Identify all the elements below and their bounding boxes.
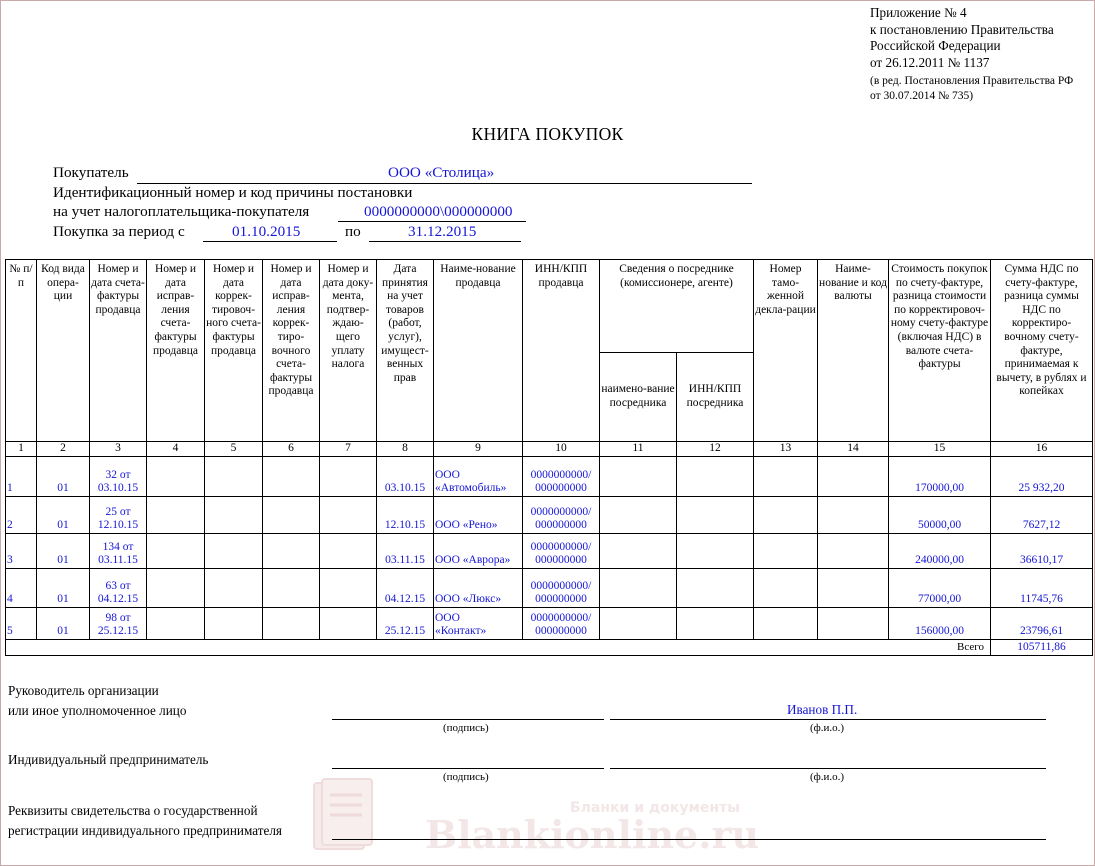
operation-code: 01 xyxy=(37,569,90,608)
empty-cell xyxy=(263,534,320,569)
seller-inn-line: 000000000 xyxy=(535,625,587,638)
header-cell: Номер тамо-женной декла-рации xyxy=(754,260,818,442)
empty-cell xyxy=(205,534,263,569)
header-cell: ИНН/КПП продавца xyxy=(523,260,600,442)
invoice-number: 134 от xyxy=(102,540,134,553)
appendix-line: от 26.12.2011 № 1137 xyxy=(870,54,990,70)
empty-cell xyxy=(677,457,754,497)
appendix-line: Российской Федерации xyxy=(870,38,1001,53)
empty-cell xyxy=(818,457,889,497)
buyer-value[interactable]: ООО «Столица» xyxy=(388,164,495,181)
empty-cell xyxy=(677,608,754,640)
purchase-cost: 50000,00 xyxy=(889,497,991,534)
header-cell: наимено-вание посредника xyxy=(600,353,677,442)
operation-code: 01 xyxy=(37,457,90,497)
column-number: 11 xyxy=(600,442,677,457)
empty-cell xyxy=(205,569,263,608)
column-number: 9 xyxy=(434,442,523,457)
head-name-value[interactable]: Иванов П.П. xyxy=(787,702,858,717)
invoice-number-date xyxy=(90,457,147,497)
empty-cell xyxy=(263,569,320,608)
seller-name-line: ООО «Рено» xyxy=(435,519,498,532)
signature-caption: (подпись) xyxy=(443,771,489,783)
seller-name-line: ООО «Люкс» xyxy=(435,593,502,606)
header-cell: Наиме-нование и код валюты xyxy=(818,260,889,442)
seller-inn-line: 0000000000/ xyxy=(530,611,592,624)
seller-inn-line: 0000000000/ xyxy=(530,579,592,592)
empty-cell xyxy=(147,569,205,608)
column-number: 16 xyxy=(991,442,1093,457)
invoice-number-date xyxy=(90,608,147,640)
seller-name-line: «Автомобиль» xyxy=(435,482,507,495)
seller-inn xyxy=(523,569,600,608)
vat-amount: 23796,61 xyxy=(991,608,1093,640)
watermark-site: Blankionline.ru xyxy=(425,812,760,857)
empty-cell xyxy=(754,534,818,569)
total-row xyxy=(6,640,1093,656)
empty-cell xyxy=(147,608,205,640)
operation-code: 01 xyxy=(37,534,90,569)
invoice-date: 04.12.15 xyxy=(97,593,139,606)
empty-cell xyxy=(818,569,889,608)
header-cell-intermediary: Сведения о посреднике (комиссионере, агенте) xyxy=(600,260,754,353)
invoice-date: 03.11.15 xyxy=(98,554,138,567)
column-number: 7 xyxy=(320,442,377,457)
empty-cell xyxy=(754,608,818,640)
vat-amount: 7627,12 xyxy=(991,497,1093,534)
empty-cell xyxy=(263,497,320,534)
empty-cell xyxy=(205,608,263,640)
empty-cell xyxy=(147,534,205,569)
header-cell: Код вида опера-ции xyxy=(37,260,90,442)
seller-inn-line: 0000000000/ xyxy=(530,540,592,553)
empty-cell xyxy=(205,457,263,497)
operation-code: 01 xyxy=(37,497,90,534)
head-label-line-1: Руководитель организации xyxy=(8,683,159,698)
document-title: КНИГА ПОКУПОК xyxy=(471,124,624,144)
period-to-label: по xyxy=(345,223,361,240)
seller-name xyxy=(434,608,523,640)
appendix-line: Приложение № 4 xyxy=(870,5,967,20)
invoice-number: 32 от xyxy=(105,468,131,481)
purchase-cost: 77000,00 xyxy=(889,569,991,608)
empty-cell xyxy=(263,608,320,640)
seller-inn-line: 000000000 xyxy=(535,482,587,495)
header-cell: Номер и дата доку-мента, подтвер-ждаю-щего уплату налога xyxy=(320,260,377,442)
header-cell: Номер и дата счета-фактуры продавца xyxy=(90,260,147,442)
empty-cell xyxy=(600,457,677,497)
empty-cell xyxy=(600,569,677,608)
ip-fio-line[interactable] xyxy=(610,752,1046,769)
column-number: 3 xyxy=(90,442,147,457)
accounting-date: 04.12.15 xyxy=(377,569,434,608)
empty-cell xyxy=(754,457,818,497)
operation-code: 01 xyxy=(37,608,90,640)
total-vat-value: 105711,86 xyxy=(991,640,1093,656)
table-row xyxy=(6,569,1093,608)
seller-inn-line: 000000000 xyxy=(535,554,587,567)
invoice-date: 25.12.15 xyxy=(97,625,139,638)
seller-inn-line: 000000000 xyxy=(535,519,587,532)
seller-name xyxy=(434,534,523,569)
header-cell: ИНН/КПП посредника xyxy=(677,353,754,442)
column-number: 13 xyxy=(754,442,818,457)
seller-inn xyxy=(523,497,600,534)
empty-cell xyxy=(205,497,263,534)
cert-label-line-1: Реквизиты свидетельства о государственной xyxy=(8,803,258,818)
appendix-note xyxy=(870,5,1073,104)
purchase-cost: 240000,00 xyxy=(889,534,991,569)
column-number: 5 xyxy=(205,442,263,457)
empty-cell xyxy=(320,608,377,640)
empty-cell xyxy=(600,534,677,569)
vat-amount: 25 932,20 xyxy=(991,457,1093,497)
accounting-date: 12.10.15 xyxy=(377,497,434,534)
period-label: Покупка за период с xyxy=(53,223,185,240)
row-number: 3 xyxy=(6,534,37,569)
appendix-revision-line: от 30.07.2014 № 735) xyxy=(870,90,974,102)
empty-cell xyxy=(320,497,377,534)
invoice-date: 12.10.15 xyxy=(97,519,139,532)
seller-name-line: «Контакт» xyxy=(435,625,487,638)
inn-label-line-1: Идентификационный номер и код причины постановки xyxy=(53,184,413,201)
buyer-label: Покупатель xyxy=(53,164,129,181)
empty-cell xyxy=(320,457,377,497)
period-to-value[interactable]: 31.12.2015 xyxy=(408,223,477,240)
empty-cell xyxy=(600,608,677,640)
seller-name-line: ООО xyxy=(435,468,460,481)
empty-cell xyxy=(818,534,889,569)
column-number: 12 xyxy=(677,442,754,457)
row-number: 2 xyxy=(6,497,37,534)
watermark-text: Бланки и документы xyxy=(570,800,740,816)
seller-name-line: ООО «Аврора» xyxy=(435,554,511,567)
accounting-date: 25.12.15 xyxy=(377,608,434,640)
empty-cell xyxy=(147,497,205,534)
row-number: 4 xyxy=(6,569,37,608)
header-cell: Номер и дата коррек-тировоч-ного счета-фактуры продавца xyxy=(205,260,263,442)
empty-cell xyxy=(677,569,754,608)
column-number: 15 xyxy=(889,442,991,457)
column-number: 2 xyxy=(37,442,90,457)
empty-cell xyxy=(320,534,377,569)
column-number: 4 xyxy=(147,442,205,457)
seller-inn-line: 0000000000/ xyxy=(530,505,592,518)
header-cell: Стоимость покупок по счету-фактуре, разница стоимости по корректировоч-ному счету-фактуре (включая НДС) в валюте счета-фактуры xyxy=(889,260,991,442)
seller-name-line: ООО xyxy=(435,611,460,624)
watermark-logo-icon xyxy=(300,775,390,863)
column-number: 10 xyxy=(523,442,600,457)
header-cell: № п/п xyxy=(6,260,37,442)
inn-label-line-2: на учет налогоплательщика-покупателя xyxy=(53,203,310,220)
accounting-date: 03.11.15 xyxy=(377,534,434,569)
empty-cell xyxy=(320,569,377,608)
empty-cell xyxy=(147,457,205,497)
seller-name xyxy=(434,569,523,608)
column-number: 1 xyxy=(6,442,37,457)
accounting-date: 03.10.15 xyxy=(377,457,434,497)
invoice-number: 63 от xyxy=(105,579,131,592)
fio-caption: (ф.и.о.) xyxy=(810,722,845,734)
invoice-number-date xyxy=(90,534,147,569)
invoice-number: 98 от xyxy=(105,611,131,624)
empty-cell xyxy=(754,497,818,534)
header-cell: Дата принятия на учет товаров (работ, услуг), имущест-венных прав xyxy=(377,260,434,442)
head-signature-line[interactable] xyxy=(332,703,604,720)
column-number: 8 xyxy=(377,442,434,457)
row-number: 1 xyxy=(6,457,37,497)
buyer-inn-value[interactable]: 0000000000\000000000 xyxy=(364,203,513,220)
table-row xyxy=(6,457,1093,497)
head-label-line-2: или иное уполномоченное лицо xyxy=(8,703,187,718)
header-cell: Номер и дата исправ-ления счета-фактуры продавца xyxy=(147,260,205,442)
seller-inn xyxy=(523,608,600,640)
table-row xyxy=(6,497,1093,534)
empty-cell xyxy=(818,497,889,534)
row-number: 5 xyxy=(6,608,37,640)
table-row xyxy=(6,608,1093,640)
table-row xyxy=(6,534,1093,569)
empty-cell xyxy=(754,569,818,608)
purchase-book-table xyxy=(5,259,1093,656)
empty-cell xyxy=(263,457,320,497)
appendix-revision-line: (в ред. Постановления Правительства РФ xyxy=(870,75,1074,87)
seller-name xyxy=(434,457,523,497)
cert-label-line-2: регистрации индивидуального предпринимателя xyxy=(8,823,282,838)
total-label: Всего xyxy=(6,640,991,656)
empty-cell xyxy=(677,534,754,569)
empty-cell xyxy=(600,497,677,534)
purchase-cost: 156000,00 xyxy=(889,608,991,640)
invoice-number: 25 от xyxy=(105,505,131,518)
header-cell: Сумма НДС по счету-фактуре, разница суммы НДС по корректиро-вочному счету-фактуре, принимаемая к вычету, в рублях и копейках xyxy=(991,260,1093,442)
purchase-cost: 170000,00 xyxy=(889,457,991,497)
invoice-date: 03.10.15 xyxy=(97,482,139,495)
cert-details-line[interactable] xyxy=(332,823,1046,840)
vat-amount: 36610,17 xyxy=(991,534,1093,569)
header-cell: Наиме-нование продавца xyxy=(434,260,523,442)
empty-cell xyxy=(677,497,754,534)
seller-inn-line: 0000000000/ xyxy=(530,468,592,481)
vat-amount: 11745,76 xyxy=(991,569,1093,608)
column-number: 6 xyxy=(263,442,320,457)
appendix-line: к постановлению Правительства xyxy=(870,21,1054,37)
empty-cell xyxy=(818,608,889,640)
seller-inn xyxy=(523,534,600,569)
header-cell: Номер и дата исправ-ления коррек-тиро-вочного счета-фактуры продавца xyxy=(263,260,320,442)
seller-inn-line: 000000000 xyxy=(535,593,587,606)
column-number: 14 xyxy=(818,442,889,457)
seller-name xyxy=(434,497,523,534)
seller-inn xyxy=(523,457,600,497)
fio-caption: (ф.и.о.) xyxy=(810,771,845,783)
invoice-number-date xyxy=(90,569,147,608)
signature-caption: (подпись) xyxy=(443,722,489,734)
ip-signature-line[interactable] xyxy=(332,752,604,769)
period-from-value[interactable]: 01.10.2015 xyxy=(232,223,301,240)
ip-label: Индивидуальный предприниматель xyxy=(8,752,209,767)
invoice-number-date xyxy=(90,497,147,534)
